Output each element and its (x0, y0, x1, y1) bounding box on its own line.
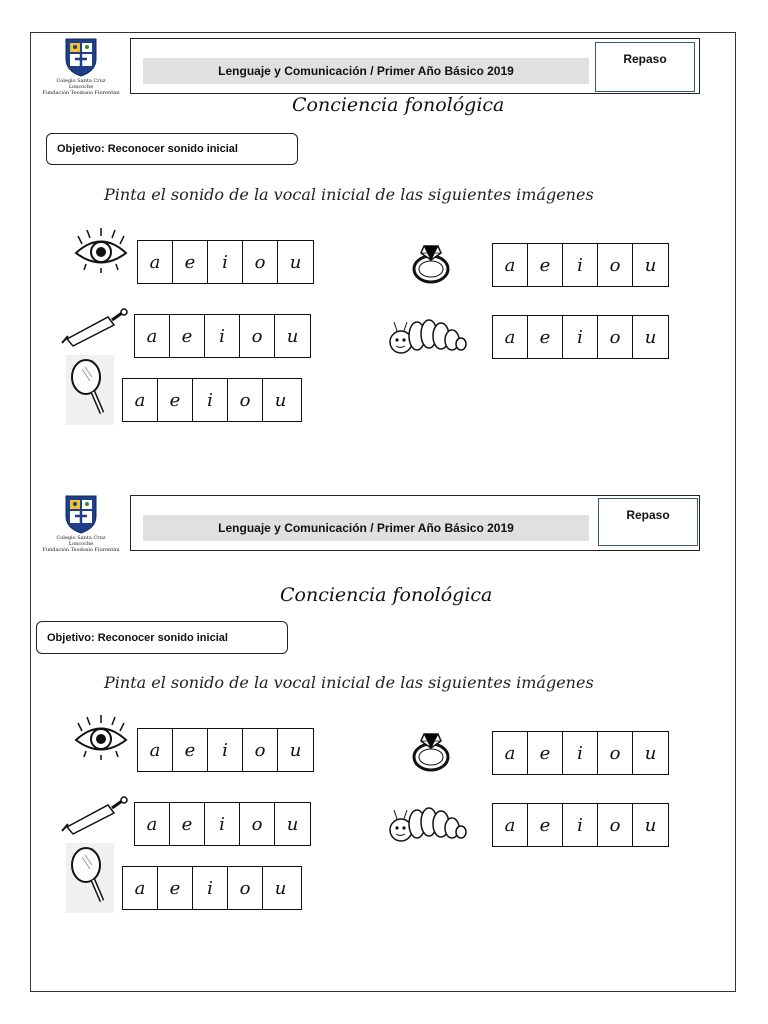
instruction-text: Pinta el sonido de la vocal inicial de las siguientes imágenes (104, 185, 594, 204)
objective-box: Objetivo: Reconocer sonido inicial (36, 621, 288, 654)
objective-box: Objetivo: Reconocer sonido inicial (46, 133, 298, 165)
vowel-cell-a[interactable]: a (135, 803, 170, 845)
vowel-cell-i[interactable]: i (205, 315, 240, 357)
header-subject: Lenguaje y Comunicación / Primer Año Básico 2019 (143, 58, 589, 84)
vowel-cell-i[interactable]: i (563, 804, 598, 846)
ring-icon (410, 236, 454, 286)
vowel-cell-e[interactable]: e (170, 803, 205, 845)
vowel-cell-a[interactable]: a (493, 804, 528, 846)
vowel-cell-a[interactable]: a (493, 732, 528, 774)
vowel-cell-e[interactable]: e (158, 379, 193, 421)
vowel-cell-a[interactable]: a (138, 729, 173, 771)
vowel-cell-a[interactable]: a (123, 379, 158, 421)
vowel-cell-u[interactable]: u (289, 251, 302, 273)
eye-icon (72, 228, 130, 274)
vowel-row-magnifying-glass (122, 378, 302, 422)
vowel-cell-i[interactable]: i (193, 379, 228, 421)
vowel-cell-u[interactable]: u (289, 739, 302, 761)
school-caption: Colegio Santa Cruz Loncoche Fundación Teodosio Fiorentini (42, 535, 120, 553)
eye-icon (72, 715, 130, 761)
vowel-row-caterpillar (492, 803, 669, 847)
vowel-row-rolling-pin (134, 314, 311, 358)
vowel-cell-i[interactable]: i (208, 241, 243, 283)
page-title: Conciencia fonológica (292, 94, 505, 116)
vowel-cell-u[interactable]: u (644, 742, 657, 764)
vowel-cell-a[interactable]: a (123, 867, 158, 909)
vowel-cell-o[interactable]: o (228, 379, 263, 421)
vowel-cell-e[interactable]: e (173, 729, 208, 771)
vowel-cell-a[interactable]: a (493, 244, 528, 286)
vowel-cell-u[interactable]: u (644, 254, 657, 276)
vowel-cell-o[interactable]: o (228, 867, 263, 909)
school-shield-icon (63, 37, 99, 77)
vowel-cell-a[interactable]: a (138, 241, 173, 283)
vowel-row-ring (492, 243, 669, 287)
vowel-row-eye (137, 240, 314, 284)
caterpillar-icon (385, 802, 467, 846)
vowel-cell-u[interactable]: u (274, 389, 287, 411)
repaso-badge: Repaso (598, 498, 698, 546)
magnifying-glass-icon (66, 843, 114, 913)
caterpillar-icon (385, 314, 467, 358)
vowel-cell-e[interactable]: e (158, 867, 193, 909)
vowel-cell-a[interactable]: a (493, 316, 528, 358)
school-shield-icon (63, 494, 99, 534)
rolling-pin-icon (58, 793, 130, 835)
vowel-cell-i[interactable]: i (193, 867, 228, 909)
vowel-cell-o[interactable]: o (598, 316, 633, 358)
vowel-cell-o[interactable]: o (598, 244, 633, 286)
vowel-cell-o[interactable]: o (240, 803, 275, 845)
school-caption: Colegio Santa Cruz Loncoche Fundación Teodosio Fiorentini (42, 78, 120, 96)
vowel-cell-e[interactable]: e (170, 315, 205, 357)
vowel-cell-o[interactable]: o (243, 729, 278, 771)
vowel-cell-i[interactable]: i (208, 729, 243, 771)
vowel-cell-o[interactable]: o (243, 241, 278, 283)
vowel-cell-a[interactable]: a (135, 315, 170, 357)
ring-icon (410, 724, 454, 774)
vowel-cell-u[interactable]: u (286, 325, 299, 347)
vowel-cell-e[interactable]: e (528, 732, 563, 774)
vowel-cell-e[interactable]: e (528, 804, 563, 846)
page-title: Conciencia fonológica (280, 584, 493, 606)
vowel-cell-o[interactable]: o (598, 804, 633, 846)
vowel-cell-e[interactable]: e (173, 241, 208, 283)
vowel-row-ring (492, 731, 669, 775)
vowel-cell-u[interactable]: u (286, 813, 299, 835)
instruction-text: Pinta el sonido de la vocal inicial de las siguientes imágenes (104, 673, 594, 692)
vowel-cell-e[interactable]: e (528, 244, 563, 286)
vowel-row-caterpillar (492, 315, 669, 359)
vowel-row-eye (137, 728, 314, 772)
vowel-cell-o[interactable]: o (598, 732, 633, 774)
vowel-cell-o[interactable]: o (240, 315, 275, 357)
vowel-cell-i[interactable]: i (563, 316, 598, 358)
vowel-cell-u[interactable]: u (644, 814, 657, 836)
magnifying-glass-icon (66, 355, 114, 425)
vowel-cell-i[interactable]: i (205, 803, 240, 845)
vowel-cell-i[interactable]: i (563, 732, 598, 774)
vowel-row-rolling-pin (134, 802, 311, 846)
vowel-cell-i[interactable]: i (563, 244, 598, 286)
vowel-cell-u[interactable]: u (274, 877, 287, 899)
vowel-cell-u[interactable]: u (644, 326, 657, 348)
vowel-row-magnifying-glass (122, 866, 302, 910)
vowel-cell-e[interactable]: e (528, 316, 563, 358)
header-subject: Lenguaje y Comunicación / Primer Año Básico 2019 (143, 515, 589, 541)
rolling-pin-icon (58, 305, 130, 347)
repaso-badge: Repaso (595, 42, 695, 92)
